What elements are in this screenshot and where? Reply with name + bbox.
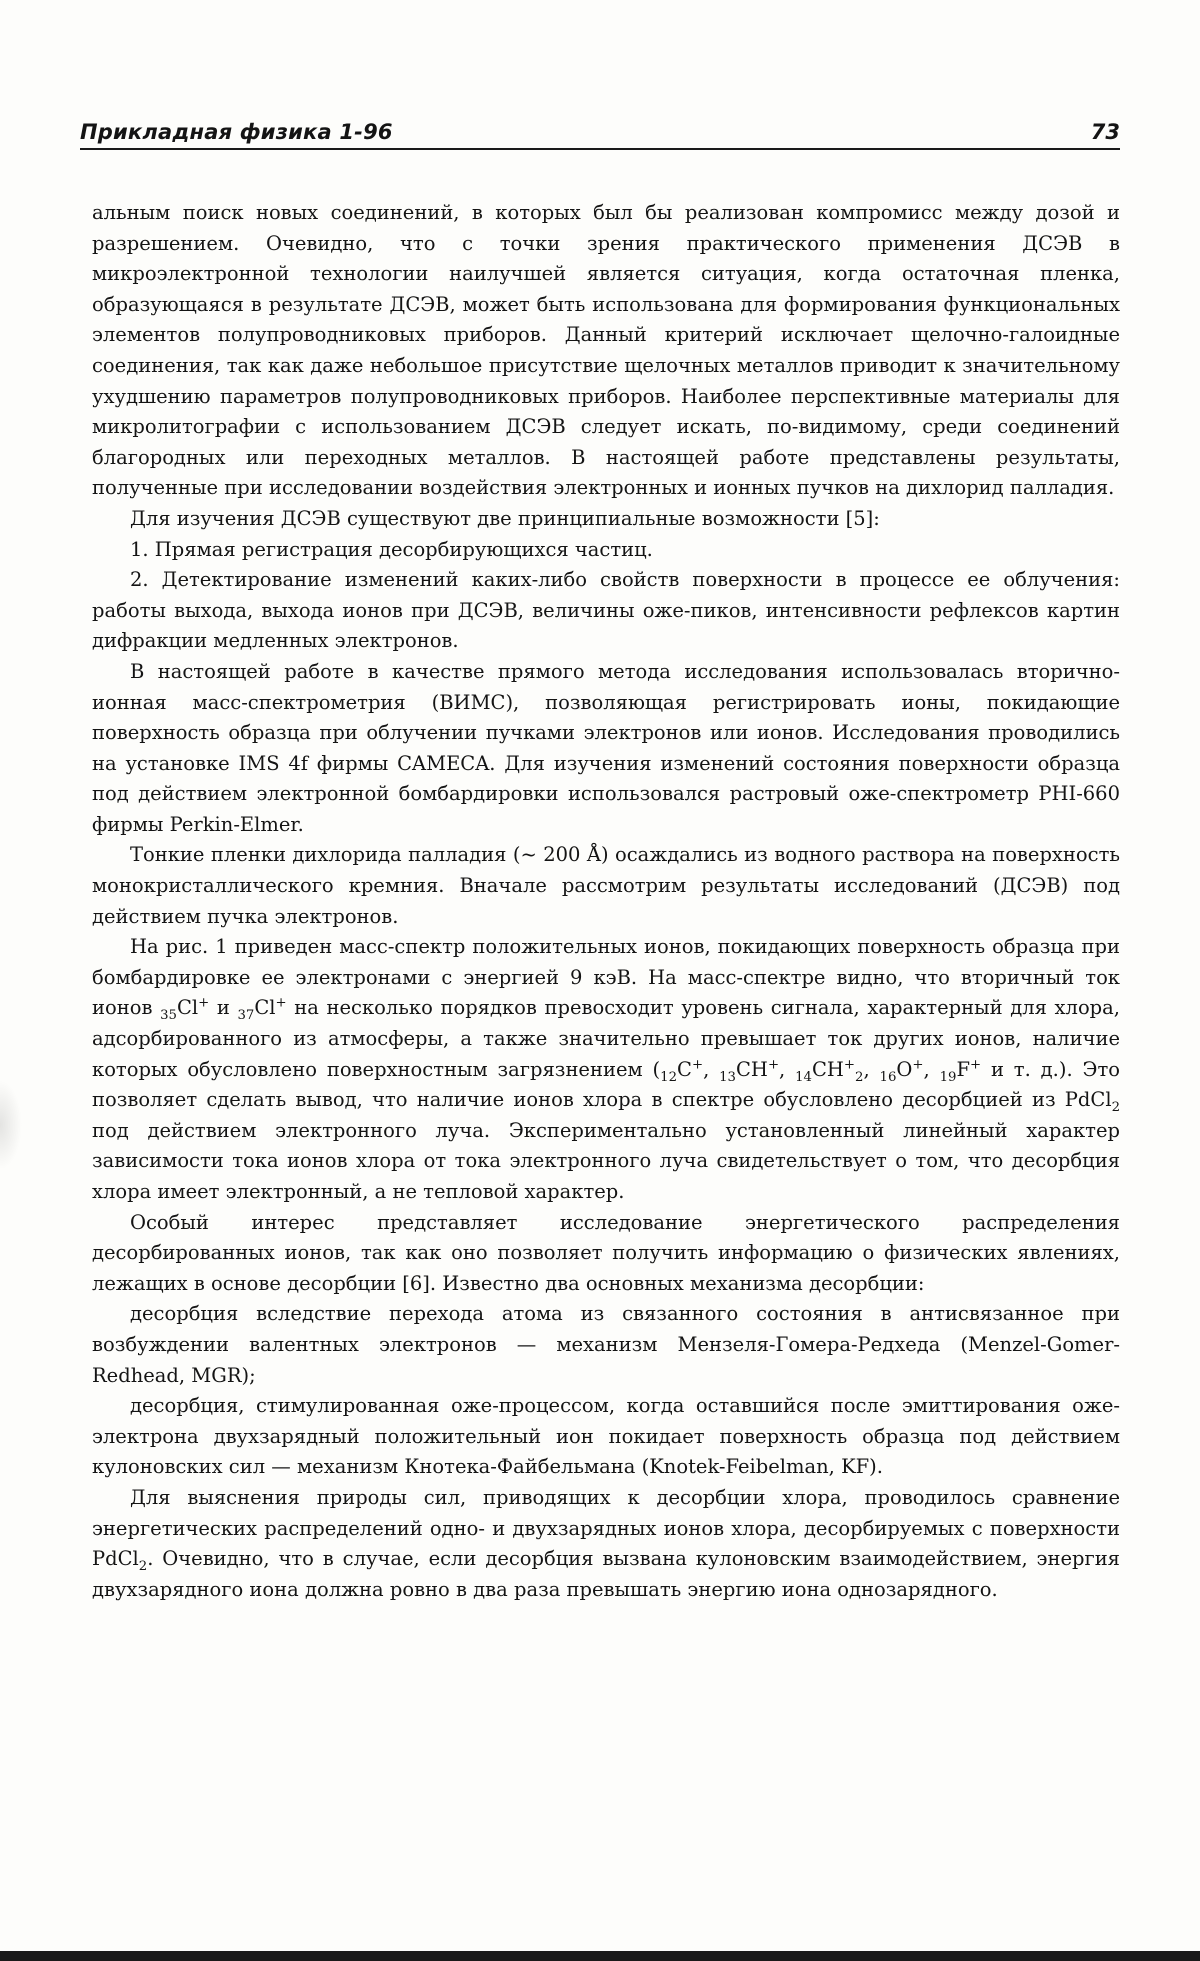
paragraph-mgr-mechanism: десорбция вследствие перехода атома из связанного состояния в антисвязанное при возбуждении валентных электронов — механизм Мензеля-Гомера-Редхеда (Menzel-Gomer-Redhead, MGR); [92,1302,1120,1387]
paragraph-mass-spectrum: На рис. 1 приведен масс-спектр положительных ионов, покидающих поверхность образца при бомбардировке ее электронами с энергией 9 кэВ. На масс-спектре видно, что вторичный ток ионов $_{35}$Cl+ и $_{37}$Cl+ на несколько порядков превосходит уровень сигнала, характерный для хлора, адсорбированного из атмосферы, а также значительно превышает ток других ионов, наличие которых обусловлено поверхностным загрязнением ($_{12}C^+$, $_{13}$CH+, $_{14}CH^+_2$, $_{16}$O+, $_{19}$F+ и т. д.). Это позволяет сделать вывод, что наличие ионов хлора в спектре обусловлено десорбцией из PdCl$_2$ под действием электронного луча. Экспериментально установленный линейный характер зависимости тока ионов хлора от тока электронного луча свидетельствует о том, что десорбция хлора имеет электронный, а не тепловой характер. [92,935,1120,1203]
paragraph-conclusion: Для выяснения природы сил, приводящих к десорбции хлора, проводилось сравнение энергетических распределений одно- и двухзарядных ионов хлора, десорбируемых с поверхности PdCl$_2$. Очевидно, что в случае, если десорбция вызвана кулоновским взаимодействием, энергия двухзарядного иона должна ровно в два раза превышать энергию иона однозарядного. [92,1485,1120,1601]
paragraph-methods: Для изучения ДСЭВ существуют две принципиальные возможности [5]: [130,506,880,530]
paragraph-films: Тонкие пленки дихлорида палладия (~ 200 Å) осаждались из водного раствора на поверхность монокристаллического кремния. Вначале рассмотрим результаты исследований (ДСЭВ) под действием пучка электронов. [92,843,1120,928]
paragraph-intro: альным поиск новых соединений, в которых был бы реализован компромисс между дозой и разрешением. Очевидно, что с точки зрения практического применения ДСЭВ в микроэлектронной технологии наилучшей является ситуация, когда остаточная пленка, образующаяся в результате ДСЭВ, может быть использована для формирования функциональных элементов полупроводниковых приборов. Данный критерий исключает щелочно-галоидные соединения, так как даже небольшое присутствие щелочных металлов приводит к значительному ухудшению параметров полупроводниковых приборов. Наиболее перспективные материалы для микролитографии с использованием ДСЭВ следует искать, по-видимому, среди соединений благородных или переходных металлов. В настоящей работе представлены результаты, полученные при исследовании воздействия электронных и ионных пучков на дихлорид палладия. [92,201,1120,500]
paragraph-energy-distribution: Особый интерес представляет исследование энергетического распределения десорбированных ионов, так как оно позволяет получить информацию о физических явлениях, лежащих в основе десорбции [6]. Известно два основных механизма десорбции: [92,1210,1120,1295]
list-item-1: 1. Прямая регистрация десорбирующихся частиц. [130,537,653,561]
scan-shadow [0,1080,22,1170]
paragraph-sims: В настоящей работе в качестве прямого метода исследования использовалась вторично-ионная масс-спектрометрия (ВИМС), позволяющая регистрировать ионы, покидающие поверхность образца при облучении пучками электронов или ионов. Исследования проводились на установке IMS 4f фирмы CAMECA. Для изучения изменений состояния поверхности образца под действием электронной бомбардировки использовался растровый оже-спектрометр PHI-660 фирмы Perkin-Elmer. [92,659,1120,836]
scan-bottom-edge [0,1951,1200,1961]
paragraph-kf-mechanism: десорбция, стимулированная оже-процессом, когда оставшийся после эмиттирования оже-электрона двухзарядный положительный ион покидает поверхность образца под действием кулоновских сил — механизм Кнотека-Файбельмана (Knotek-Feibelman, KF). [92,1394,1120,1479]
page-header [80,112,1120,150]
page-number: 73 [1090,120,1120,144]
list-item-2: 2. Детектирование изменений каких-либо свойств поверхности в процессе ее облучения: работы выхода, выхода ионов при ДСЭВ, величины оже-пиков, интенсивности рефлексов картин дифракции медленных электронов. [92,568,1120,653]
body-text [92,198,1120,1605]
running-title: Прикладная физика 1-96 [80,120,393,144]
